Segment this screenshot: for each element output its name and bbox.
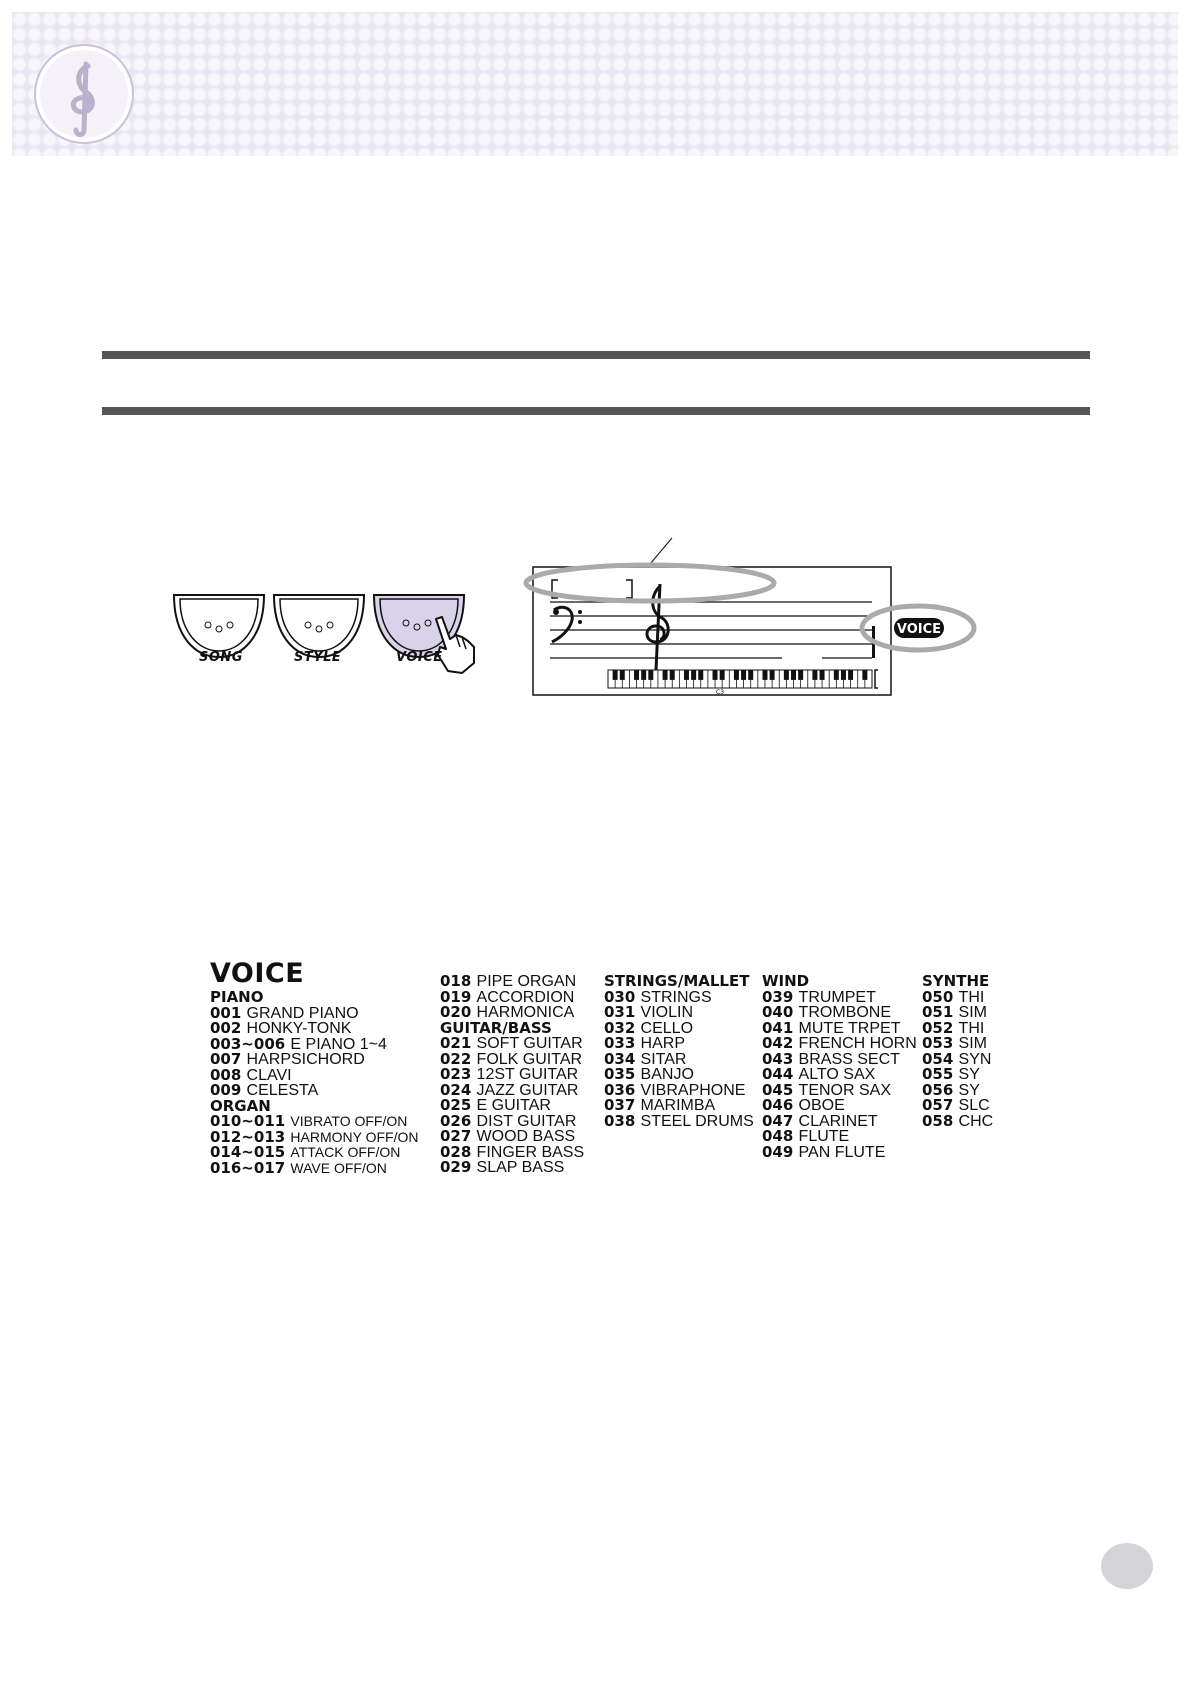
voice-number: 032 <box>604 1018 641 1037</box>
voice-number: 010~011 <box>210 1112 291 1130</box>
voice-name: GRAND PIANO <box>246 1004 359 1022</box>
voice-name: HONKY-TONK <box>246 1020 352 1037</box>
voice-name: SYN <box>958 1050 992 1068</box>
voice-name: STEEL DRUMS <box>640 1112 754 1130</box>
voice-name: PAN FLUTE <box>798 1143 886 1161</box>
voice-number: 021 <box>440 1034 477 1052</box>
keyboard-black-key <box>770 670 775 680</box>
voice-name: MUTE TRPET <box>798 1019 901 1037</box>
voice-name: HARPSICHORD <box>246 1051 365 1068</box>
keyboard-black-key <box>648 670 653 680</box>
voice-name: CELESTA <box>246 1082 319 1099</box>
keyboard-black-key <box>820 670 825 680</box>
voice-name: PIPE ORGAN <box>476 973 577 990</box>
keyboard-black-key <box>663 670 668 680</box>
keyboard-black-key <box>848 670 853 680</box>
voice-number: 047 <box>762 1111 799 1130</box>
keyboard-black-key <box>748 670 753 680</box>
voice-number: 044 <box>762 1065 799 1083</box>
voice-number: 023 <box>440 1065 477 1083</box>
voice-number: 053 <box>922 1034 959 1052</box>
voice-name: E PIANO 1~4 <box>290 1035 387 1053</box>
voice-name: ALTO SAX <box>798 1066 876 1083</box>
voice-item <box>762 1142 917 1161</box>
voice-name: SY <box>958 1066 980 1083</box>
voice-name: VIBRATO OFF/ON <box>290 1113 408 1129</box>
voice-name: BANJO <box>640 1066 694 1083</box>
voice-number: 035 <box>604 1065 641 1083</box>
voice-item <box>440 1160 584 1176</box>
voice-name: SY <box>958 1081 980 1099</box>
voice-number: 016~017 <box>210 1158 291 1177</box>
keyboard-black-key <box>620 670 625 680</box>
voice-name: OBOE <box>798 1097 845 1114</box>
voice-number: 022 <box>440 1049 477 1068</box>
voice-number: 042 <box>762 1034 799 1052</box>
voice-category: SYNTHE <box>922 972 990 990</box>
voice-name: THI <box>958 988 985 1006</box>
voice-number: 040 <box>762 1003 799 1021</box>
voice-category: PIANO <box>210 988 264 1006</box>
voice-number: 019 <box>440 987 477 1006</box>
voice-number: 038 <box>604 1111 641 1130</box>
keyboard-black-key <box>862 670 867 680</box>
voice-number: 027 <box>440 1127 477 1145</box>
keyboard-black-key <box>613 670 618 680</box>
keyboard-black-key <box>720 670 725 680</box>
voice-name: TRUMPET <box>798 988 876 1006</box>
voice-button-label: VOICE <box>396 650 443 665</box>
keyboard-black-key <box>670 670 675 680</box>
voice-list-column-4 <box>762 974 917 1160</box>
voice-list-column-2 <box>440 974 584 1176</box>
voice-number: 037 <box>604 1096 641 1114</box>
voice-name: E GUITAR <box>476 1097 551 1114</box>
voice-number: 056 <box>922 1080 959 1099</box>
voice-number: 033 <box>604 1034 641 1052</box>
voice-name: FOLK GUITAR <box>476 1050 583 1068</box>
voice-category: ORGAN <box>210 1096 271 1115</box>
keyboard-black-key <box>834 670 839 680</box>
keyboard-black-key <box>784 670 789 680</box>
highlight-ring-number <box>526 565 774 601</box>
voice-number: 045 <box>762 1080 799 1099</box>
voice-name: HARMONICA <box>476 1004 575 1021</box>
voice-number: 002 <box>210 1019 247 1037</box>
voice-number: 001 <box>210 1003 247 1022</box>
voice-category: WIND <box>762 972 810 990</box>
voice-number: 050 <box>922 987 959 1006</box>
song-button-label: SONG <box>199 650 243 665</box>
voice-name: SLC <box>958 1097 990 1114</box>
voice-name: CELLO <box>640 1019 694 1037</box>
keyboard-black-key <box>641 670 646 680</box>
voice-list-title: VOICE <box>210 960 305 989</box>
lcd-keyboard <box>608 670 872 688</box>
voice-name: VIBRAPHONE <box>640 1081 746 1099</box>
voice-number: 055 <box>922 1065 959 1083</box>
voice-name: CLARINET <box>798 1112 878 1130</box>
voice-list <box>210 960 996 1180</box>
voice-name: CLAVI <box>246 1066 292 1084</box>
voice-name: JAZZ GUITAR <box>476 1081 579 1099</box>
section-rule-top <box>102 351 1090 359</box>
voice-number: 034 <box>604 1049 641 1068</box>
voice-name: SIM <box>958 1035 987 1052</box>
voice-number: 058 <box>922 1111 959 1130</box>
voice-name: HARP <box>640 1035 685 1052</box>
voice-name: SIM <box>958 1004 987 1021</box>
voice-name: CHC <box>958 1112 994 1130</box>
voice-indicator-text: VOICE <box>896 622 942 637</box>
voice-list-column-1 <box>210 960 419 1176</box>
voice-name: FINGER BASS <box>476 1143 585 1161</box>
voice-number: 054 <box>922 1049 959 1068</box>
voice-number: 026 <box>440 1111 477 1130</box>
song-button[interactable] <box>174 595 264 657</box>
voice-name: TROMBONE <box>798 1004 891 1021</box>
keyboard-black-key <box>734 670 739 680</box>
voice-number: 051 <box>922 1003 959 1021</box>
voice-number: 018 <box>440 972 477 990</box>
voice-category: GUITAR/BASS <box>440 1018 552 1037</box>
page-number-circle <box>1101 1543 1153 1589</box>
keyboard-black-key <box>634 670 639 680</box>
keyboard-black-key <box>713 670 718 680</box>
voice-item <box>922 1111 994 1130</box>
voice-number: 048 <box>762 1127 799 1145</box>
voice-name: SOFT GUITAR <box>476 1035 583 1052</box>
voice-number: 031 <box>604 1003 641 1021</box>
voice-list-column-5 <box>922 974 993 1129</box>
voice-number: 009 <box>210 1081 247 1099</box>
voice-number: 008 <box>210 1065 247 1084</box>
voice-number: 046 <box>762 1096 799 1114</box>
voice-number: 049 <box>762 1142 799 1161</box>
voice-number: 052 <box>922 1018 959 1037</box>
voice-number: 012~013 <box>210 1127 291 1146</box>
voice-name: SLAP BASS <box>476 1159 565 1176</box>
voice-name: FRENCH HORN <box>798 1035 917 1052</box>
callout-line <box>650 538 672 564</box>
voice-number: 014~015 <box>210 1143 291 1161</box>
voice-category: STRINGS/MALLET <box>604 972 750 990</box>
voice-list-column-3 <box>604 974 754 1129</box>
voice-number: 043 <box>762 1049 799 1068</box>
voice-number: 020 <box>440 1003 477 1021</box>
voice-number: 025 <box>440 1096 477 1114</box>
voice-item <box>210 1158 419 1177</box>
keyboard-black-key <box>798 670 803 680</box>
voice-name: VIOLIN <box>640 1004 694 1021</box>
voice-name: THI <box>958 1019 985 1037</box>
voice-name: DIST GUITAR <box>476 1112 577 1130</box>
voice-number: 028 <box>440 1142 477 1161</box>
keyboard-black-key <box>698 670 703 680</box>
keyboard-black-key <box>741 670 746 680</box>
treble-clef-logo <box>34 44 134 144</box>
voice-name: BRASS SECT <box>798 1050 900 1068</box>
voice-name: FLUTE <box>798 1128 850 1145</box>
section-rule-bottom <box>102 407 1090 415</box>
treble-clef-icon <box>36 46 132 142</box>
voice-name: ATTACK OFF/ON <box>290 1144 401 1160</box>
keyboard-black-key <box>791 670 796 680</box>
voice-number: 039 <box>762 987 799 1006</box>
keyboard-black-key <box>684 670 689 680</box>
voice-name: TENOR SAX <box>798 1081 892 1099</box>
voice-name: ACCORDION <box>476 988 575 1006</box>
keyboard-black-key <box>812 670 817 680</box>
voice-item <box>604 1111 754 1130</box>
voice-number: 003~006 <box>210 1034 291 1053</box>
voice-number: 041 <box>762 1018 799 1037</box>
voice-number: 024 <box>440 1080 477 1099</box>
voice-number: 029 <box>440 1158 477 1176</box>
voice-name: SITAR <box>640 1050 687 1068</box>
style-button-label: STYLE <box>294 650 342 665</box>
voice-name: STRINGS <box>640 988 712 1006</box>
keyboard-black-key <box>841 670 846 680</box>
voice-name: WOOD BASS <box>476 1128 576 1145</box>
voice-name: WAVE OFF/ON <box>290 1159 387 1176</box>
keyboard-black-key <box>691 670 696 680</box>
panel-buttons <box>170 585 490 685</box>
highlight-overlay <box>500 530 1000 670</box>
voice-name: HARMONY OFF/ON <box>290 1128 419 1145</box>
voice-number: 036 <box>604 1080 641 1099</box>
voice-number: 030 <box>604 987 641 1006</box>
voice-number: 057 <box>922 1096 959 1114</box>
keyboard-marker-label: C3 <box>716 689 725 696</box>
keyboard-black-key <box>762 670 767 680</box>
voice-name: MARIMBA <box>640 1097 716 1114</box>
voice-number: 007 <box>210 1050 247 1068</box>
header-band <box>12 12 1178 156</box>
voice-name: 12ST GUITAR <box>476 1066 579 1083</box>
style-button[interactable] <box>274 595 364 657</box>
